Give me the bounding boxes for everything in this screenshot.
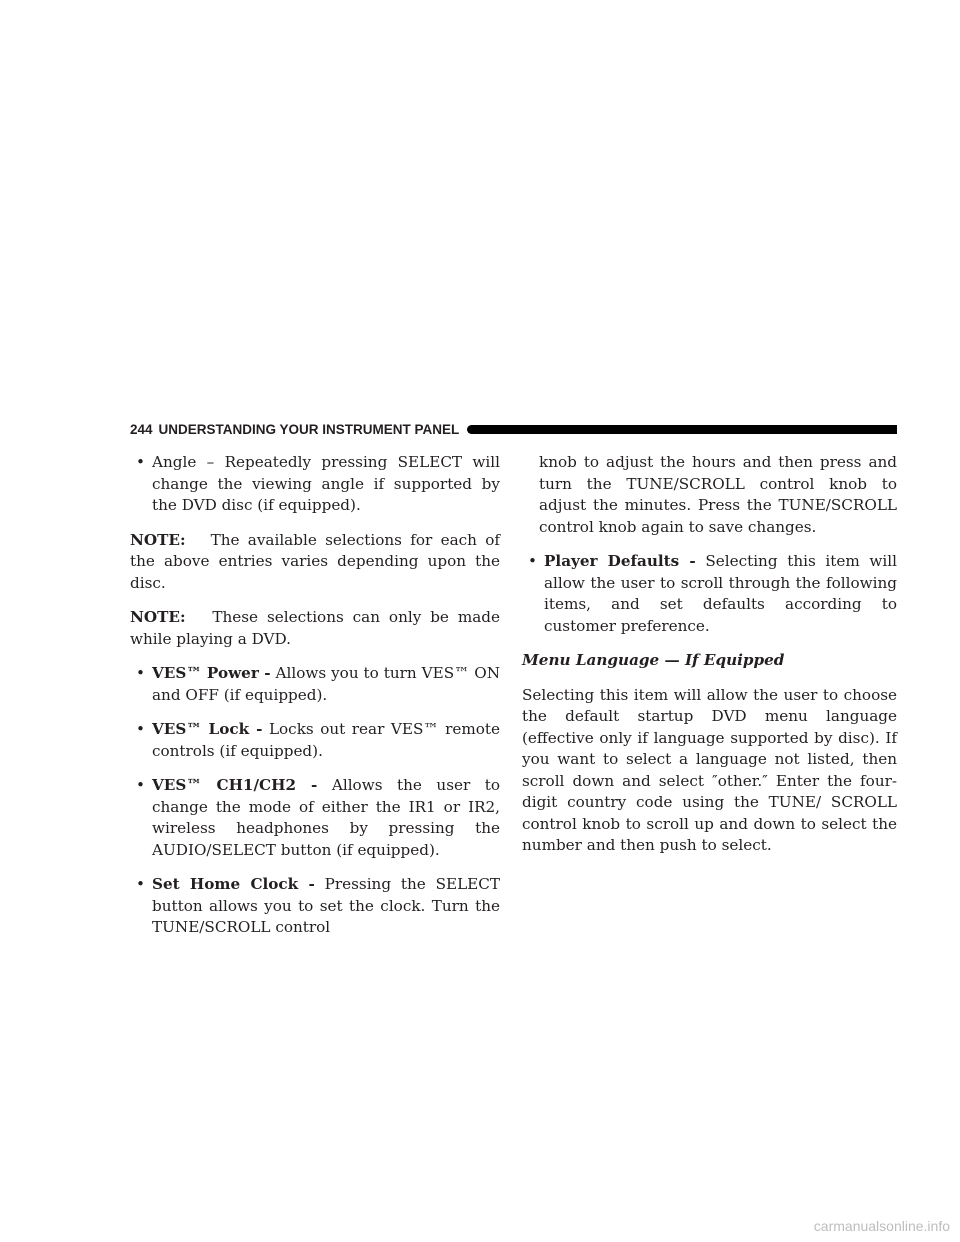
note-text: These selections can only be made while playing a DVD. [130, 608, 501, 648]
bullet-text: Angle – Repeatedly pressing SELECT will change the viewing angle if supported by the DVD disc (if equipped). [152, 453, 500, 514]
left-column [130, 452, 500, 952]
bullet-icon: • [136, 453, 145, 471]
header-rule [467, 425, 897, 434]
bullet-icon: • [528, 552, 537, 570]
bullet-label: Player Defaults - [544, 552, 696, 570]
bullet-label: VES™ Power - [152, 664, 271, 682]
note-selections [130, 530, 500, 595]
bullet-angle [130, 452, 500, 517]
bullet-ves-channel [130, 775, 500, 861]
watermark: carmanualsonline.info [813, 1218, 950, 1234]
bullet-ves-power [130, 663, 500, 706]
bullet-icon: • [136, 875, 145, 893]
bullet-home-clock [130, 874, 500, 939]
bullet-label: VES™ Lock - [152, 720, 263, 738]
note-playing [130, 607, 500, 650]
bullet-text: Locks out rear VES™ remote controls (if equipped). [152, 720, 500, 760]
menu-language-paragraph: Selecting this item will allow the user to choose the default startup DVD menu language (effective only if language supported by disc). If you want to select a language not listed, then scroll down and select ″other.″ Enter the four-digit country code using the TUNE/ SCROLL control knob to scroll up and down to select the number and then push to select. [522, 685, 897, 854]
menu-language-heading: Menu Language — If Equipped [522, 651, 785, 669]
right-column [522, 452, 897, 870]
note-label: NOTE: [130, 530, 186, 549]
section-title: UNDERSTANDING YOUR INSTRUMENT PANEL [158, 421, 460, 437]
bullet-text: Allows you to turn VES™ ON and OFF (if equipped). [152, 664, 501, 704]
note-label: NOTE: [130, 608, 186, 626]
bullet-text: Pressing the SELECT button allows you to set the clock. Turn the TUNE/SCROLL control [152, 875, 501, 936]
bullet-text: Allows the user to change the mode of either the IR1 or IR2, wireless headphones by pressing the AUDIO/SELECT button (if equipped). [152, 776, 501, 859]
page-number: 244 [130, 421, 153, 437]
bullet-icon: • [136, 720, 145, 738]
bullet-text: Selecting this item will allow the user to scroll through the following items, and set defaults according to customer preference. [544, 552, 898, 635]
bullet-player-defaults [522, 551, 897, 637]
bullet-label: VES™ CH1/CH2 - [152, 776, 318, 794]
page-header [130, 420, 897, 438]
bullet-label: Set Home Clock - [152, 875, 315, 893]
bullet-ves-lock [130, 719, 500, 762]
bullet-icon: • [136, 776, 145, 794]
note-text: The available selections for each of the above entries varies depending upon the disc. [130, 530, 500, 592]
bullet-icon: • [136, 664, 145, 682]
clock-continued-text: knob to adjust the hours and then press and turn the TUNE/SCROLL control knob to adjust the minutes. Press the TUNE/SCROLL control knob again to save changes. [539, 453, 897, 536]
